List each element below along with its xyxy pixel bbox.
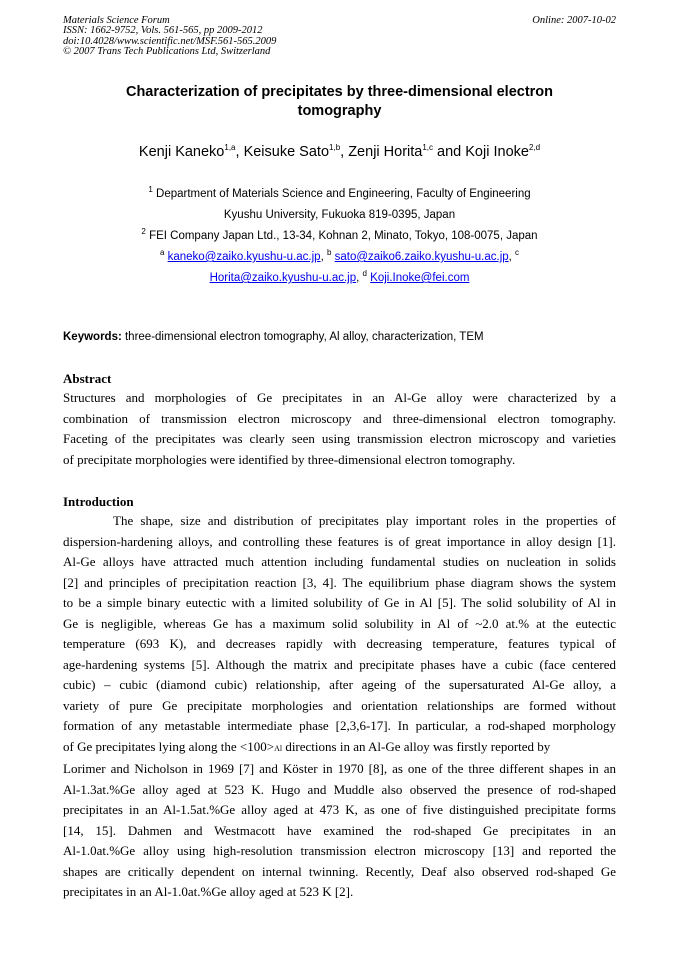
intro-line: cubic) – cubic (diamond cubic) relationship, after ageing of the supersaturated Al-Ge alloy, a: [63, 677, 616, 692]
affiliation-sup: 2: [141, 227, 146, 236]
title-line-1: Characterization of precipitates by three-dimensional electron: [125, 84, 554, 100]
email-line-2: [63, 268, 616, 289]
abstract-section: [63, 370, 616, 470]
author-separator: ,: [235, 144, 244, 160]
subscript-al: Al: [274, 743, 283, 753]
intro-line: to be a simple binary eutectic with a limited solubility of Ge in Al [5]. The solid solubility of Al in: [63, 595, 616, 610]
email-sup: b: [326, 248, 332, 257]
author-name: Kenji Kaneko: [138, 144, 225, 160]
email-link-kaneko[interactable]: kaneko@zaiko.kyushu-u.ac.jp: [167, 251, 321, 263]
author-separator: and: [433, 144, 466, 160]
keywords-line: [63, 330, 616, 344]
email-line-1: [63, 247, 616, 268]
issn-line: ISSN: 1662-9752, Vols. 561-565, pp 2009-2012: [63, 25, 263, 37]
intro-line: shapes are critically dependent on internal twinning. Recently, Deaf also observed rod-shaped Ge: [63, 863, 616, 879]
intro-line: Al-Ge alloys have attracted much attention including fundamental studies on nucleation in solids: [63, 554, 616, 569]
author-affil-sup: 1,c: [422, 143, 434, 152]
keywords-label: Keywords:: [63, 331, 122, 343]
intro-line-part: directions in an Al-Ge alloy was firstly reported by: [282, 738, 551, 754]
introduction-body: [63, 511, 616, 903]
author-name: Koji Inoke: [465, 144, 529, 160]
intro-line: Ge is negligible, whereas Ge has a maximum solid solubility in Al of ~2.0 at.% at the eutectic: [63, 615, 616, 631]
intro-line: Al-1.3at.%Ge alloy aged at 523 K. Hugo and Muddle also observed the presence of rod-shaped: [63, 781, 616, 797]
intro-line-part: of Ge precipitates lying along the <100>: [63, 738, 275, 754]
abstract-line: combination of transmission electron microscopy and three-dimensional electron tomography.: [63, 410, 616, 426]
journal-name: Materials Science Forum: [63, 15, 170, 26]
email-separator: ,: [508, 251, 516, 263]
copyright-line: © 2007 Trans Tech Publications Ltd, Switzerland: [63, 46, 271, 58]
abstract-line: Faceting of the precipitates was clearly seen using transmission electron microscopy and varieties: [63, 431, 616, 446]
intro-line: temperature (693 K), and decreases rapidly with decreasing temperature, features typical of: [63, 636, 616, 651]
intro-line: The shape, size and distribution of precipitates play important roles in the properties of: [113, 513, 616, 528]
email-separator: ,: [320, 251, 327, 263]
author-affil-sup: 2,d: [528, 143, 541, 152]
affiliation-1-line-1: Department of Materials Science and Engineering, Faculty of Engineering: [152, 188, 531, 200]
author-list: [63, 143, 616, 161]
abstract-line: of precipitate morphologies were identified by three-dimensional electron tomography.: [63, 451, 516, 467]
email-sup: c: [515, 248, 520, 257]
author-separator: ,: [340, 144, 349, 160]
email-separator: ,: [356, 272, 363, 284]
affiliation-sup: 1: [148, 185, 153, 194]
intro-line: Lorimer and Nicholson in 1969 [7] and Köster in 1970 [8], as one of the three different shapes in an: [63, 761, 616, 776]
intro-line: [2] and principles of precipitation reaction [3, 4]. The equilibrium phase diagram shows the system: [63, 574, 616, 590]
affiliation-2-line-1: FEI Company Japan Ltd., 13-34, Kohnan 2, Minato, Tokyo, 108-0075, Japan: [145, 230, 538, 242]
intro-line: variety of pure Ge precipitate morphologies and orientation relationships are formed without: [63, 697, 616, 713]
author-affil-sup: 1,b: [329, 143, 341, 152]
intro-line: [63, 737, 616, 760]
author-name: Zenji Horita: [348, 144, 423, 160]
affiliation-1-line-2: Kyushu University, Fukuoka 819-0395, Japan: [223, 209, 456, 221]
intro-line: [14, 15]. Dahmen and Westmacott have examined the rod-shaped Ge precipitates in an: [63, 822, 616, 838]
affiliation-2: [63, 226, 616, 247]
keywords-text: three-dimensional electron tomography, Al alloy, characterization, TEM: [121, 331, 484, 343]
intro-line: formation of any metastable intermediate phase [2,3,6-17]. In particular, a rod-shaped morphology: [63, 718, 616, 733]
intro-line: precipitates in an Al-1.0at.%Ge alloy aged at 523 K [2].: [63, 884, 354, 899]
email-link-inoke[interactable]: Koji.Inoke@fei.com: [370, 272, 470, 284]
abstract-line: Structures and morphologies of Ge precipitates in an Al-Ge alloy were characterized by a: [63, 390, 616, 405]
intro-line: precipitates in an Al-1.5at.%Ge alloy aged at 473 K, as one of five distinguished precipitate forms: [63, 802, 616, 817]
affiliations: [63, 184, 616, 289]
intro-line: dispersion-hardening alloys, and controlling these features is of great importance in alloy design [1].: [63, 533, 616, 549]
email-link-horita[interactable]: Horita@zaiko.kyushu-u.ac.jp: [209, 272, 357, 284]
intro-line: Al-1.0at.%Ge alloy using high-resolution transmission electron microscopy [13] and reported the: [63, 843, 616, 858]
intro-line: age-hardening systems [5]. Although the matrix and precipitate phases have a cubic (face centered: [63, 656, 616, 672]
introduction-section: [63, 493, 616, 903]
abstract-body: [63, 388, 616, 470]
online-date: Online: 2007-10-02: [532, 15, 616, 26]
author-affil-sup: 1,a: [224, 143, 236, 152]
email-sup: a: [159, 248, 165, 257]
email-sup: d: [362, 269, 367, 278]
paper-title: [63, 83, 616, 121]
running-header: [63, 16, 616, 58]
title-line-2: tomography: [297, 103, 382, 119]
author-name: Keisuke Sato: [243, 144, 330, 160]
abstract-heading: Abstract: [63, 371, 112, 386]
introduction-heading: Introduction: [63, 494, 134, 509]
email-link-sato[interactable]: sato@zaiko6.zaiko.kyushu-u.ac.jp: [334, 251, 509, 263]
doi-line: doi:10.4028/www.scientific.net/MSF.561-565.2009: [63, 35, 277, 47]
affiliation-1: [63, 184, 616, 205]
